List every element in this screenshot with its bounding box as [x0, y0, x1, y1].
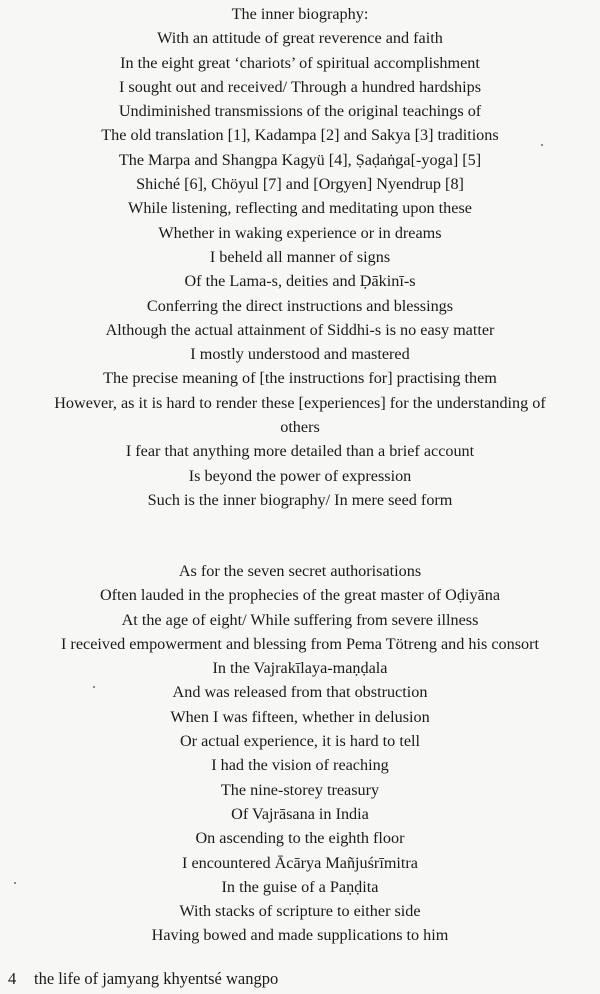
verse-line: As for the seven secret authorisations [178, 562, 422, 580]
running-title: the life of jamyang khyentsé wangpo [34, 969, 279, 988]
verse-line: The nine-storey treasury [220, 780, 380, 799]
verse-line: In the eight great ‘chariots’ of spiritual accomplishment [120, 53, 480, 72]
verse-line: Is beyond the power of expression [188, 466, 412, 485]
verse-line: Or actual experience, it is hard to tell [179, 732, 420, 751]
scan-speck [93, 686, 95, 688]
verse-line: Whether in waking experience or in dreams [158, 223, 442, 242]
verse-line: I sought out and received/ Through a hundred hardships [118, 77, 482, 96]
verse-line: Often lauded in the prophecies of the great master of Oḍiyāna [99, 586, 501, 605]
verse-line: On ascending to the eighth floor [195, 829, 405, 848]
page-footer [8, 969, 278, 989]
verse-line: Shiché [6], Chöyul [7] and [Orgyen] Nyendrup [8] [136, 175, 464, 194]
scan-speck [541, 144, 543, 146]
verse-line: When I was fifteen, whether in delusion [170, 707, 430, 726]
verse-line: Having bowed and made supplications to him [151, 926, 449, 945]
verse-line: I beheld all manner of signs [209, 247, 391, 266]
verse-line: Undiminished transmissions of the original teachings of [118, 102, 482, 121]
verse-line: I had the vision of reaching [211, 756, 389, 775]
verse-line: With stacks of scripture to either side [179, 902, 421, 921]
verse-line: The Marpa and Shangpa Kagyü [4], Ṣaḍaṅga[-yoga] [5] [118, 150, 482, 169]
verse-line: At the age of eight/ While suffering from severe illness [121, 610, 479, 629]
verse-line: The old translation [1], Kadampa [2] and Sakya [3] traditions [101, 126, 499, 145]
scan-speck [14, 882, 16, 884]
verse-line: With an attitude of great reverence and faith [157, 29, 443, 48]
verse-line: The inner biography: [231, 5, 369, 23]
verse-line: However, as it is hard to render these [experiences] for the understanding of [54, 393, 546, 412]
verse-line: While listening, reflecting and meditating upon these [128, 199, 472, 218]
verse-line: And was released from that obstruction [172, 683, 428, 702]
verse-line: I received empowerment and blessing from Pema Tötreng and his consort [61, 634, 539, 653]
verse-line: I mostly understood and mastered [190, 345, 410, 364]
verse-line: Of the Lama-s, deities and Ḍākinī-s [184, 272, 416, 291]
verse-line: Although the actual attainment of Siddhi-s is no easy matter [105, 320, 495, 339]
verse-line: In the Vajrakīlaya-maṇḍala [212, 659, 388, 678]
verse-line: Conferring the direct instructions and blessings [146, 296, 454, 315]
verse-line: The precise meaning of [the instructions for] practising them [103, 369, 497, 388]
verse-line: Such is the inner biography/ In mere seed form [147, 490, 453, 509]
inner-biography-verse [0, 2, 600, 512]
verse-line: In the guise of a Paṇḍita [221, 877, 379, 896]
page-number: 4 [8, 969, 17, 988]
verse-line: Of Vajrāsana in India [231, 804, 369, 823]
verse-line: I encountered Ācārya Mañjuśrīmitra [182, 853, 418, 872]
secret-authorisations-verse [0, 559, 600, 948]
verse-line: others [280, 418, 320, 437]
verse-line: I fear that anything more detailed than a brief account [125, 442, 475, 461]
